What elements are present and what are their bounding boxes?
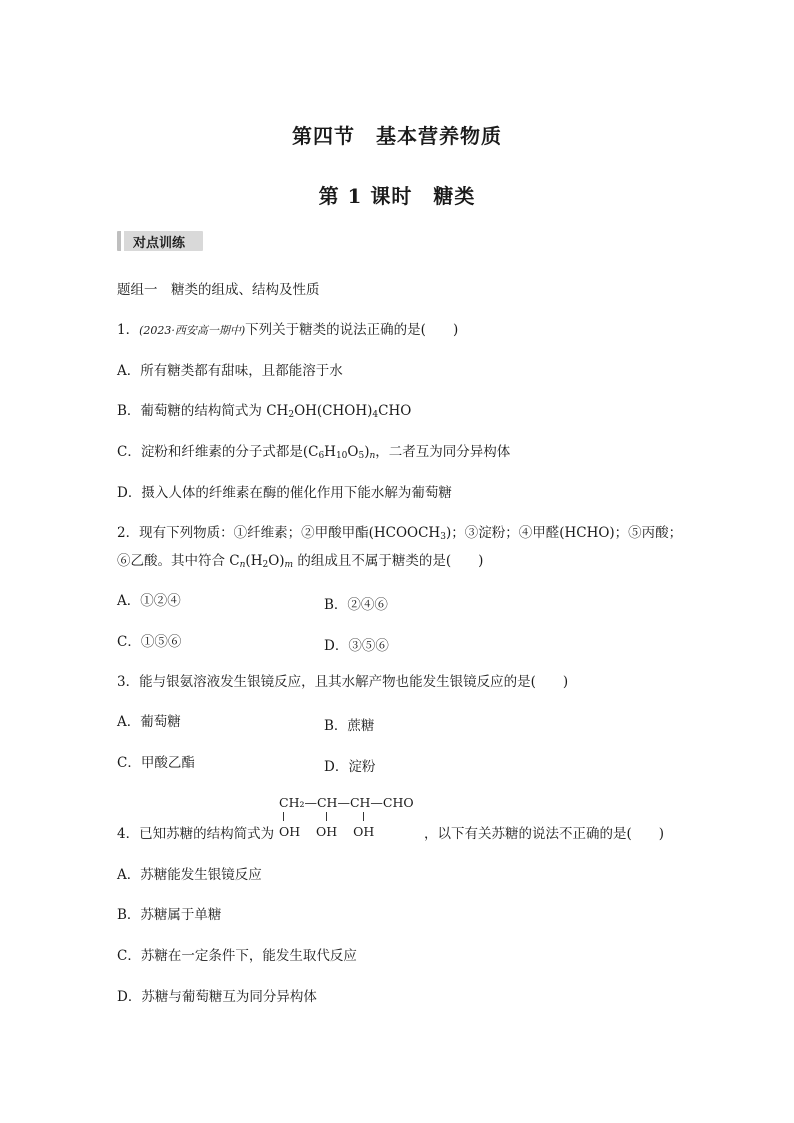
q3-option-b: B．蔗糖 [324,718,375,734]
q1-option-a: A．所有糖类都有甜味，且都能溶于水 [117,363,343,379]
bond-line [326,812,327,821]
question-2-stem-line2: ⑥乙酸。其中符合 $C_n(H_2O)_m$ 的组成且不属于糖类的是( ) [117,553,484,570]
threose-structure-top: CH₂—CH—CH—CHO [279,795,414,810]
q3-option-c: C．甲酸乙酯 [117,755,195,771]
q2-option-a: A．①②④ [117,593,181,609]
q3-option-a: A．葡萄糖 [117,714,181,730]
q2-option-d: D．③⑤⑥ [324,638,389,654]
q1-option-b: B．葡萄糖的结构简式为 $CH_2OH(CHOH)_4CHO$ [117,403,412,420]
q2-option-c: C．①⑤⑥ [117,634,182,650]
threose-structure-bottom: OH OH OH [279,824,375,839]
lesson-title: 第 1 课时 糖类 [318,184,476,208]
question-4-stem-prefix: 4．已知苏糖的结构简式为 [117,826,275,842]
q3-option-d: D．淀粉 [324,759,376,775]
question-4-stem-suffix: ，以下有关苏糖的说法不正确的是( ) [424,826,665,842]
q1-source: (2023·西安高一期中) [139,324,246,337]
question-2-stem-line1: 2．现有下列物质：①纤维素；②甲酸甲酯$(HCOOCH_3)$；③淀粉；④甲醛(HCHO)；⑤丙酸； [117,525,683,542]
question-1-stem [117,322,458,339]
section-label-box [117,231,203,251]
group-heading: 题组一 糖类的组成、结构及性质 [117,282,320,298]
q2-option-b: B．②④⑥ [324,597,388,613]
q1-number: 1． [117,322,140,338]
q4-option-c: C．苏糖在一定条件下，能发生取代反应 [117,948,357,964]
section-label: 对点训练 [133,236,186,251]
q1-option-d: D．摄入人体的纤维素在酶的催化作用下能水解为葡萄糖 [117,485,452,501]
bond-line [283,812,284,821]
q4-option-d: D．苏糖与葡萄糖互为同分异构体 [117,989,317,1005]
bond-line [363,812,364,821]
q4-option-a: A．苏糖能发生银镜反应 [117,867,262,883]
question-3-stem: 3．能与银氨溶液发生银镜反应，且其水解产物也能发生银镜反应的是( ) [117,674,569,690]
q1-stem-text: 下列关于糖类的说法正确的是( ) [245,322,459,338]
q1-option-c: C．淀粉和纤维素的分子式都是$(C_6H_{10}O_5)_n$，二者互为同分异构体 [117,444,511,461]
chapter-title: 第四节 基本营养物质 [292,124,502,148]
q4-option-b: B．苏糖属于单糖 [117,907,222,923]
